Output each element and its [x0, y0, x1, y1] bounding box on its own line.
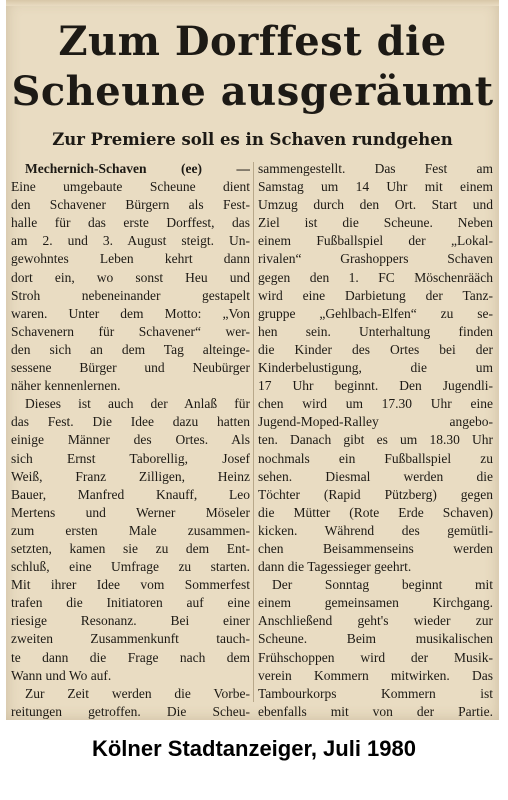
text-line: kicken. Während des gemütli- [258, 522, 493, 538]
text-line: am 2. und 3. August steigt. Un- [11, 233, 250, 249]
text-line: dann die Tagessieger geehrt. [258, 559, 412, 575]
text-line: Wann und Wo auf. [11, 667, 112, 683]
text-line: trafen die Initiatoren auf eine [11, 595, 250, 611]
text-line: den Schavener Bürgern als Fest- [11, 197, 250, 213]
text-line: Zur Zeit werden die Vorbe- [25, 685, 250, 701]
text-line: sammengestellt. Das Fest am [258, 161, 493, 176]
text-line: zweiten Zusammenkunft tauch- [11, 631, 250, 647]
text-line: te dann die Frage nach dem [11, 649, 250, 665]
text-line: verein Kommern mitwirken. Das [258, 667, 493, 683]
text-line: sehen. Diesmal werden die [258, 468, 493, 484]
text-line: Töchter (Rapid Pützberg) gegen [258, 486, 493, 502]
text-line: chen Beisammenseins werden [258, 540, 493, 556]
text-line: den sich an dem Tag alteinge- [11, 341, 250, 357]
text-line: zum ersten Male zusammen- [11, 522, 250, 538]
text-line: Tambourkorps Kommern ist [258, 685, 493, 701]
text-line: Jugend-Moped-Ralley angebo- [258, 414, 493, 430]
text-line: gruppe „Gehlbach-Elfen“ zu se- [258, 305, 493, 321]
text-line: Der Sonntag beginnt mit [272, 577, 493, 593]
article-column-left [11, 160, 250, 720]
text-line: das Fest. Die Idee dazu hatten [11, 414, 250, 430]
dateline: Mechernich-Schaven (ee) — [25, 161, 250, 176]
text-line: reitungen getroffen. Die Scheu- [11, 703, 250, 719]
newspaper-clipping [6, 0, 499, 720]
text-line: Stroh nebeneinander gestapelt [11, 287, 250, 303]
text-line: setzten, kamen sie zu dem Ent- [11, 540, 250, 556]
text-line: Samstag um 14 Uhr mit einem [258, 179, 493, 195]
text-line: 17 Uhr beginnt. Den Jugendli- [258, 378, 493, 394]
text-line: Mertens und Werner Möseler [11, 504, 250, 520]
text-line: Frühschoppen wird der Musik- [258, 649, 493, 665]
text-line: Kinderbelustigung, die um [258, 360, 493, 376]
text-line: halle für das erste Dorffest, das [11, 215, 250, 231]
text-line: nochmals ein Fußballspiel zu [258, 450, 493, 466]
headline-line-2: Scheune ausgeräumt [11, 68, 494, 115]
text-line: Ziel ist die Scheune. Neben [258, 215, 493, 231]
article-column-right [258, 160, 493, 720]
text-line: einige Männer des Ortes. Als [11, 432, 250, 448]
text-line: Umzug durch den Ort. Start und [258, 197, 493, 213]
text-line: die Mütter (Rote Erde Schaven) [258, 504, 493, 520]
text-line: einem Fußballspiel der „Lokal- [258, 233, 493, 249]
text-line: wird eine Darbietung der Tanz- [258, 287, 493, 303]
torn-edge [6, 0, 499, 6]
text-line: sich Ernst Taborellig, Josef [11, 450, 250, 466]
text-line: rivalen“ Grashoppers Schaven [258, 251, 493, 267]
text-line: die Kinder des Ortes bei der [258, 341, 493, 357]
text-line: gegen den 1. FC Möschenrääch [258, 269, 493, 285]
text-line: Schavenern für Schavener“ wer- [11, 323, 250, 339]
text-line: Scheune. Beim musikalischen [258, 631, 493, 647]
text-line: näher kennenlernen. [11, 378, 121, 394]
text-line: chen wird um 17.30 Uhr eine [258, 396, 493, 412]
text-line: dort ein, wo sonst Heu und [11, 269, 250, 285]
text-line: ebenfalls mit von der Partie. [258, 703, 493, 719]
headline-line-1: Zum Dorffest die [58, 18, 447, 65]
text-line: Eine umgebaute Scheune dient [11, 179, 250, 195]
text-line: sessene Bürger und Neubürger [11, 360, 250, 376]
text-line: riesige Resonanz. Bei einer [11, 613, 250, 629]
text-line: Bauer, Manfred Knauff, Leo [11, 486, 250, 502]
text-line: einem gemeinsamen Kirchgang. [258, 595, 493, 611]
text-line: hen sein. Unterhaltung finden [258, 323, 493, 339]
subheadline: Zur Premiere soll es in Schaven rundgehen [52, 130, 453, 149]
text-line: Dieses ist auch der Anlaß für [25, 396, 250, 412]
text-line: gewohntes Leben kehrt dann [11, 251, 250, 267]
source-caption: Kölner Stadtanzeiger, Juli 1980 [91, 736, 416, 761]
column-divider [253, 162, 254, 702]
text-line: Mit ihrer Idee vom Sommerfest [11, 577, 250, 593]
text-line: waren. Unter dem Motto: „Von [11, 305, 250, 321]
text-line: Weiß, Franz Zilligen, Heinz [11, 468, 250, 484]
text-line: schluß, eine Umfrage zu starten. [11, 559, 250, 575]
text-line: Anschließend geht's wieder zur [258, 613, 493, 629]
text-line: ten. Danach gibt es um 18.30 Uhr [258, 432, 493, 448]
